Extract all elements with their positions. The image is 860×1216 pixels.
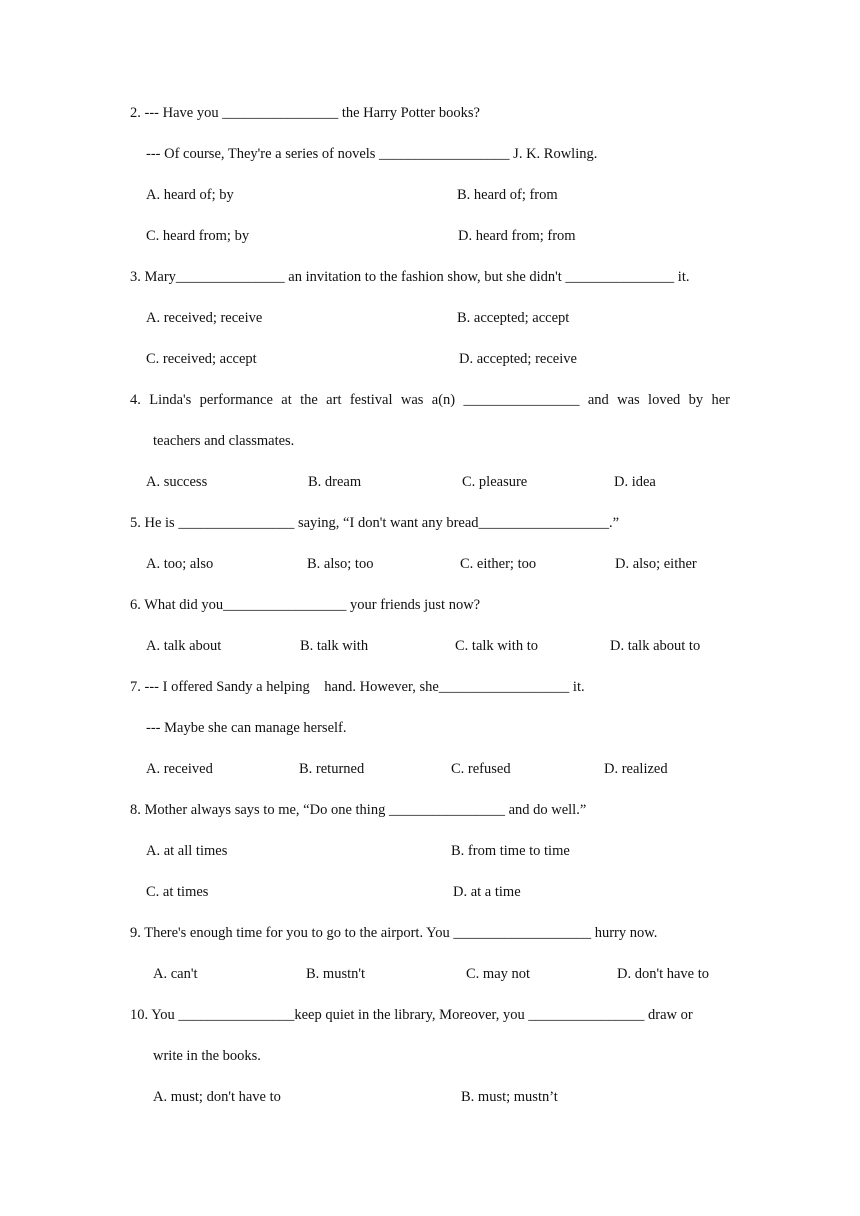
question-2-option-d: D. heard from; from	[458, 228, 576, 244]
question-3-option-b: B. accepted; accept	[457, 310, 570, 326]
question-6-option-c: C. talk with to	[455, 638, 538, 654]
question-6-option-a: A. talk about	[146, 638, 222, 654]
question-6-stem: 6. What did you_________________ your friends just now?	[130, 597, 481, 613]
question-3-option-c: C. received; accept	[146, 351, 257, 367]
question-9-option-b: B. mustn't	[306, 966, 366, 982]
question-4-option-b: B. dream	[308, 474, 362, 490]
question-9-option-a: A. can't	[153, 966, 198, 982]
question-4-option-d: D. idea	[614, 474, 656, 490]
question-10-option-b: B. must; mustn’t	[461, 1089, 558, 1105]
question-2-stem-continued: --- Of course, They're a series of novels __________________ J. K. Rowling.	[146, 146, 598, 162]
question-7-stem-continued: --- Maybe she can manage herself.	[146, 720, 347, 736]
question-9-option-c: C. may not	[466, 966, 531, 982]
question-10-stem: 10. You ________________keep quiet in the library, Moreover, you ________________ draw or	[130, 1007, 693, 1023]
question-9-stem: 9. There's enough time for you to go to the airport. You ___________________ hurry now.	[130, 925, 658, 941]
question-9-option-d: D. don't have to	[617, 966, 710, 982]
question-4-option-c: C. pleasure	[462, 474, 528, 490]
question-8-option-c: C. at times	[146, 884, 209, 900]
question-2-option-c: C. heard from; by	[146, 228, 250, 244]
question-8-option-b: B. from time to time	[451, 843, 570, 859]
question-5-stem: 5. He is ________________ saying, “I don't want any bread__________________.”	[130, 515, 620, 531]
question-6-option-b: B. talk with	[300, 638, 369, 654]
question-3-stem: 3. Mary_______________ an invitation to the fashion show, but she didn't _______________ it.	[130, 269, 690, 285]
question-4-option-a: A. success	[146, 474, 208, 490]
question-2-stem: 2. --- Have you ________________ the Harry Potter books?	[130, 105, 480, 121]
question-6-option-d: D. talk about to	[610, 638, 701, 654]
question-8-option-a: A. at all times	[146, 843, 228, 859]
question-7-option-a: A. received	[146, 761, 213, 777]
question-4-stem-continued: teachers and classmates.	[153, 433, 295, 449]
question-5-option-c: C. either; too	[460, 556, 537, 572]
question-5-option-a: A. too; also	[146, 556, 214, 572]
question-3-option-d: D. accepted; receive	[459, 351, 577, 367]
question-10-stem-continued: write in the books.	[153, 1048, 261, 1064]
question-10-option-a: A. must; don't have to	[153, 1089, 281, 1105]
question-5-option-d: D. also; either	[615, 556, 697, 572]
question-2-option-b: B. heard of; from	[457, 187, 558, 203]
question-7-option-b: B. returned	[299, 761, 365, 777]
question-3-option-a: A. received; receive	[146, 310, 263, 326]
question-7-option-d: D. realized	[604, 761, 668, 777]
question-4-stem: 4. Linda's performance at the art festival was a(n) ________________ and was loved by her	[130, 392, 730, 408]
question-5-option-b: B. also; too	[307, 556, 374, 572]
question-2-option-a: A. heard of; by	[146, 187, 234, 203]
question-7-option-c: C. refused	[451, 761, 511, 777]
question-8-stem: 8. Mother always says to me, “Do one thing ________________ and do well.”	[130, 802, 587, 818]
question-7-stem: 7. --- I offered Sandy a helping hand. However, she__________________ it.	[130, 679, 585, 695]
question-8-option-d: D. at a time	[453, 884, 521, 900]
